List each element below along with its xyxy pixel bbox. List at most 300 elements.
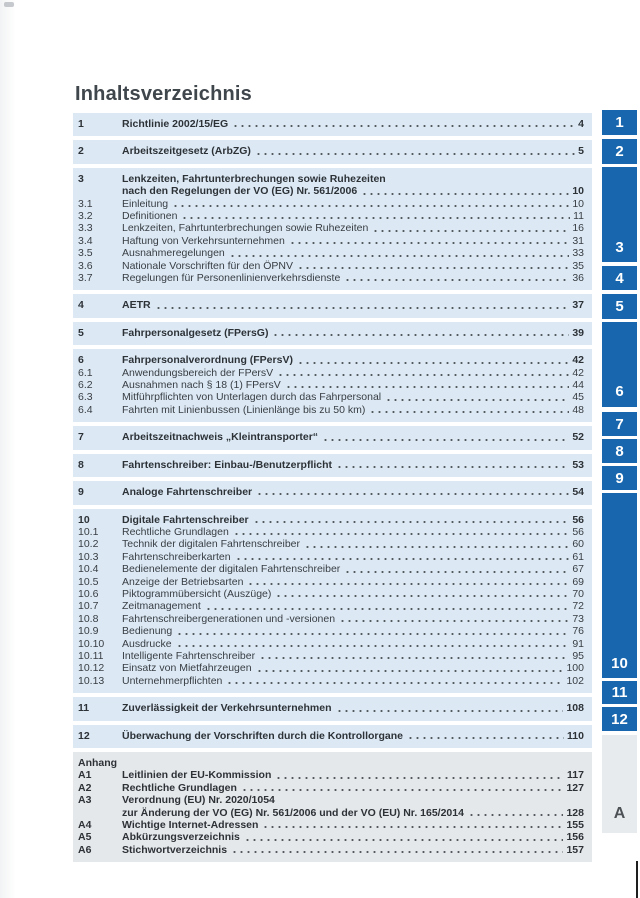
chapter-tab-label: A — [613, 805, 626, 822]
toc-entry-title: Mitführpflichten von Unterlagen durch das Fahrpersonal — [122, 391, 382, 404]
toc-entry-number: 2 — [78, 145, 84, 158]
toc-entry-page: 53 — [572, 458, 584, 471]
toc-entry — [78, 563, 584, 575]
toc-entry-number: A1 — [78, 769, 92, 782]
toc-entry-line — [122, 782, 584, 794]
toc-entry-title: Intelligente Fahrtenschreiber — [122, 649, 256, 662]
toc-entry-page: 60 — [572, 538, 584, 551]
toc-entry-page: 100 — [566, 662, 584, 675]
toc-entry-line — [122, 299, 584, 311]
toc-entry-line — [122, 625, 584, 637]
dot-leader — [275, 594, 569, 598]
toc-entry-lines — [122, 769, 584, 781]
toc-entry-lines — [122, 730, 584, 742]
chapter-tab-4 — [602, 266, 637, 290]
toc-entry — [78, 551, 584, 563]
toc-entry-number: Anhang — [78, 757, 118, 769]
toc-entry-page: 127 — [566, 781, 584, 794]
toc-entry-number: 1 — [78, 118, 84, 130]
toc-block — [73, 113, 592, 136]
chapter-tab-label: 2 — [615, 143, 624, 160]
chapter-tab-label: 8 — [615, 442, 624, 460]
toc-entry-title: Einsatz von Mietfahrzeugen — [122, 662, 252, 675]
toc-entry-lines — [122, 118, 584, 130]
toc-entry-title: Regelungen für Personenlinienverkehrsdienste — [122, 272, 341, 285]
dot-leader — [322, 438, 569, 442]
toc-entry — [78, 769, 584, 781]
toc-entry-number: 10.9 — [78, 625, 99, 638]
toc-entry — [78, 210, 584, 222]
toc-entry-number: 6 — [78, 354, 84, 367]
chapter-tab-label: 7 — [615, 415, 624, 433]
toc-entry-line — [122, 576, 584, 588]
dot-leader — [205, 607, 570, 611]
toc-entry-title: Ausnahmen nach § 18 (1) FPersV — [122, 379, 281, 392]
toc-entry-title: Rechtliche Grundlagen — [122, 781, 237, 794]
toc-entry-line — [122, 260, 584, 272]
toc-entry — [78, 198, 584, 210]
toc-entry-page: 44 — [572, 379, 584, 392]
toc-entry-lines — [122, 782, 584, 794]
toc-entry-lines — [122, 588, 584, 600]
toc-entry-line — [122, 367, 584, 379]
dot-leader — [289, 241, 569, 245]
toc-block — [73, 481, 592, 504]
toc-entry-page: 128 — [566, 806, 584, 819]
toc-entry-number: 10 — [78, 513, 90, 526]
toc-entry-line — [122, 563, 584, 575]
toc-entry-lines — [122, 844, 584, 856]
toc-entry-lines — [122, 526, 584, 538]
toc-entry-number: 3.6 — [78, 259, 93, 272]
chapter-tab-label: 10 — [611, 655, 628, 672]
chapter-tab-9 — [602, 466, 637, 490]
toc-entry — [78, 538, 584, 550]
toc-entry-title: nach den Regelungen der VO (EG) Nr. 561/2006 — [122, 185, 358, 198]
dot-leader — [361, 192, 569, 196]
toc-entry — [78, 222, 584, 234]
dot-leader — [297, 266, 569, 270]
toc-entry-page: 102 — [566, 674, 584, 687]
toc-entry-title: Anwendungsbereich der FPersV — [122, 366, 274, 379]
toc-entry-title: Einleitung — [122, 197, 169, 210]
toc-entry-number: 10.12 — [78, 662, 105, 675]
toc-entry-title: Rechtliche Grundlagen — [122, 525, 229, 538]
toc-entry-page: 56 — [572, 525, 584, 538]
toc-entry-lines — [122, 431, 584, 443]
toc-entry-page: 76 — [572, 625, 584, 638]
toc-block — [73, 349, 592, 422]
dot-leader — [155, 306, 570, 310]
toc-entry-number: 10.4 — [78, 563, 99, 576]
toc-entry-page: 10 — [572, 185, 584, 198]
dot-leader — [176, 644, 570, 648]
toc-entry-title: Fahrtenschreibergenerationen und -versionen — [122, 612, 336, 625]
toc-entry-title: Wichtige Internet-Adressen — [122, 819, 259, 831]
toc-entry-page: 70 — [572, 587, 584, 600]
dot-leader — [172, 204, 569, 208]
toc-entry-page: 155 — [566, 819, 584, 831]
toc-entry-number: 10.8 — [78, 612, 99, 625]
toc-entry-page: 37 — [572, 299, 584, 312]
toc-entry-page: 42 — [572, 354, 584, 367]
toc-entry — [78, 638, 584, 650]
toc-entry-page: 54 — [572, 486, 584, 499]
dot-leader — [339, 619, 569, 623]
toc-entry-lines — [122, 210, 584, 222]
toc-entry-lines — [122, 486, 584, 498]
toc-entry — [78, 173, 584, 198]
toc-entry-line — [122, 354, 584, 366]
toc-entry-number: A6 — [78, 843, 92, 856]
toc-block — [73, 426, 592, 449]
toc-entry — [78, 367, 584, 379]
toc-entry-page: 31 — [572, 234, 584, 247]
toc-entry-lines — [122, 235, 584, 247]
scan-edge-shading — [0, 0, 16, 898]
toc-list — [73, 113, 592, 862]
toc-entry-line — [122, 662, 584, 674]
toc-entry-line — [122, 844, 584, 856]
chapter-tab-label: 9 — [615, 469, 624, 487]
toc-entry-title: Zuverlässigkeit der Verkehrsunternehmen — [122, 702, 332, 715]
toc-entry-lines — [122, 794, 584, 819]
scan-artifact-line — [636, 861, 638, 898]
toc-entry-number: 6.2 — [78, 379, 93, 392]
toc-entry — [78, 702, 584, 714]
toc-entry-line — [122, 145, 584, 157]
toc-entry-number: 10.6 — [78, 587, 99, 600]
toc-entry-number: 10.2 — [78, 538, 99, 551]
toc-entry-page: 117 — [567, 769, 584, 782]
toc-entry-line — [122, 819, 584, 831]
toc-entry-lines — [122, 702, 584, 714]
dot-leader — [407, 736, 564, 740]
dot-leader — [176, 632, 569, 636]
toc-entry-page: 39 — [572, 326, 584, 339]
toc-entry-line — [122, 235, 584, 247]
toc-entry-title: Bedienelemente der digitalen Fahrtenschreiber — [122, 563, 341, 576]
toc-entry-lines — [122, 173, 584, 198]
toc-entry-title: Fahrpersonalverordnung (FPersV) — [122, 354, 293, 367]
dot-leader — [344, 570, 569, 574]
toc-entry-line — [122, 431, 584, 443]
toc-entry-line — [122, 459, 584, 471]
toc-block — [73, 454, 592, 477]
toc-entry-title: Nationale Vorschriften für den ÖPNV — [122, 259, 294, 272]
toc-entry-number: 8 — [78, 458, 84, 471]
toc-entry-lines — [122, 272, 584, 284]
toc-entry-number: 10.10 — [78, 637, 105, 650]
toc-entry-page: 67 — [572, 563, 584, 576]
toc-entry-lines — [122, 551, 584, 563]
toc-entry — [78, 327, 584, 339]
toc-entry-title: Ausdrucke — [122, 637, 172, 650]
toc-entry-number: 3 — [78, 172, 84, 185]
toc-entry-lines — [122, 299, 584, 311]
dot-leader — [253, 520, 570, 524]
toc-entry-title: Zeitmanagement — [122, 600, 201, 613]
toc-entry-line — [122, 379, 584, 391]
toc-block — [73, 697, 592, 720]
chapter-tab-6 — [602, 322, 637, 407]
toc-entry-lines — [122, 650, 584, 662]
dot-leader — [304, 545, 569, 549]
toc-entry — [78, 514, 584, 526]
toc-entry-page: 11 — [573, 210, 584, 222]
toc-entry-number: 10.13 — [78, 674, 105, 687]
toc-entry-line — [122, 794, 584, 806]
toc-entry-title: Piktogrammübersicht (Auszüge) — [122, 587, 272, 600]
toc-entry-lines — [122, 819, 584, 831]
toc-entry-lines — [122, 675, 584, 687]
toc-entry — [78, 782, 584, 794]
chapter-tab-1 — [602, 110, 637, 135]
toc-entry-number: A5 — [78, 831, 92, 844]
toc-entry-lines — [122, 757, 584, 769]
chapter-tab-2 — [602, 139, 637, 164]
toc-block — [73, 725, 592, 748]
toc-entry — [78, 272, 584, 284]
toc-entry-page: 61 — [572, 550, 584, 563]
toc-entry-line — [122, 118, 584, 130]
toc-entry — [78, 391, 584, 403]
toc-entry-line — [122, 210, 584, 222]
toc-entry — [78, 730, 584, 742]
toc-entry-line — [122, 613, 584, 625]
toc-entry-page: 73 — [572, 612, 584, 625]
toc-entry-number: 7 — [78, 431, 84, 444]
toc-entry-lines — [122, 379, 584, 391]
toc-entry-line — [122, 222, 584, 234]
dot-leader — [256, 492, 569, 496]
toc-entry-number: 3.3 — [78, 222, 93, 235]
toc-entry-line — [122, 831, 584, 843]
toc-entry-line — [122, 327, 584, 339]
toc-entry — [78, 600, 584, 612]
toc-entry-title: Fahrtenschreiber: Einbau-/Benutzerpflicht — [122, 458, 333, 471]
dot-leader — [277, 373, 569, 377]
toc-entry-number: A3 — [78, 794, 92, 807]
toc-entry-line — [122, 538, 584, 550]
toc-entry — [78, 235, 584, 247]
toc-entry-lines — [122, 327, 584, 339]
toc-entry-line — [122, 272, 584, 284]
toc-entry-page: 95 — [572, 649, 584, 662]
toc-entry-number: 10.1 — [78, 525, 99, 538]
dot-leader — [244, 838, 564, 842]
dot-leader — [235, 557, 570, 561]
toc-entry-lines — [122, 600, 584, 612]
toc-block — [73, 752, 592, 862]
toc-entry-title: Fahrtenschreiberkarten — [122, 550, 231, 563]
toc-entry-page: 10 — [572, 197, 584, 210]
toc-entry-title: Fahrpersonalgesetz (FPersG) — [122, 326, 269, 339]
toc-entry-lines — [122, 198, 584, 210]
dot-leader — [247, 582, 569, 586]
dot-leader — [231, 850, 563, 854]
toc-entry — [78, 145, 584, 157]
toc-entry-lines — [122, 638, 584, 650]
toc-entry-lines — [122, 662, 584, 674]
dot-leader — [385, 398, 569, 402]
scan-artifact-speck — [4, 2, 14, 7]
toc-entry-line — [122, 675, 584, 687]
toc-entry-number: 11 — [78, 702, 90, 715]
toc-entry — [78, 662, 584, 674]
chapter-tab-7 — [602, 412, 637, 436]
toc-entry-page: 91 — [572, 637, 584, 650]
toc-entry-line — [122, 638, 584, 650]
toc-entry-title: Verordnung (EU) Nr. 2020/1054 — [122, 794, 275, 807]
toc-entry-line — [122, 391, 584, 403]
toc-block — [73, 294, 592, 317]
toc-entry-title: Stichwortverzeichnis — [122, 843, 228, 856]
toc-entry — [78, 354, 584, 366]
dot-leader — [372, 229, 569, 233]
dot-leader — [468, 813, 564, 817]
toc-entry-number: 12 — [78, 729, 90, 742]
toc-entry-title: Anzeige der Betriebsarten — [122, 575, 244, 588]
toc-entry-title: Analoge Fahrtenschreiber — [122, 486, 253, 499]
toc-entry — [78, 675, 584, 687]
dot-leader — [344, 278, 569, 282]
toc-entry-page: 5 — [578, 145, 584, 158]
toc-entry-page: 157 — [566, 843, 584, 856]
toc-entry — [78, 613, 584, 625]
toc-entry-title: Fahrten mit Linienbussen (Linienlänge bis zu 50 km) — [122, 403, 366, 416]
chapter-tab-3 — [602, 167, 637, 262]
toc-entry-number: 6.1 — [78, 366, 93, 379]
toc-entry — [78, 588, 584, 600]
toc-entry-line — [122, 404, 584, 416]
toc-entry-title: Haftung von Verkehrsunternehmen — [122, 234, 285, 247]
chapter-tab-12 — [602, 707, 637, 731]
toc-entry-line — [122, 807, 584, 819]
toc-entry-title: Arbeitszeitgesetz (ArbZG) — [122, 145, 251, 158]
chapter-tab-label: 1 — [615, 114, 624, 131]
toc-entry — [78, 118, 584, 130]
toc-entry — [78, 247, 584, 259]
toc-entry-number: 4 — [78, 299, 84, 312]
toc-entry-lines — [122, 625, 584, 637]
toc-entry-line — [122, 650, 584, 662]
toc-entry-lines — [122, 538, 584, 550]
toc-entry-title: AETR — [122, 299, 151, 312]
toc-entry-lines — [122, 459, 584, 471]
toc-entry-title: Lenkzeiten, Fahrtunterbrechungen sowie Ruhezeiten — [122, 222, 369, 235]
toc-entry — [78, 379, 584, 391]
chapter-tab-5 — [602, 294, 637, 319]
dot-leader — [259, 656, 569, 660]
dot-leader — [272, 333, 569, 337]
chapter-tab-label: 5 — [615, 298, 624, 315]
chapter-tab-label: 6 — [615, 383, 624, 400]
toc-entry-line — [122, 185, 584, 197]
dot-leader — [241, 788, 564, 792]
dot-leader — [256, 669, 564, 673]
toc-entry-line — [122, 526, 584, 538]
toc-entry-number: 10.7 — [78, 600, 99, 613]
toc-entry-line — [122, 173, 584, 185]
toc-entry-title: Ausnahmeregelungen — [122, 247, 225, 260]
dot-leader — [297, 361, 569, 365]
toc-entry-lines — [122, 613, 584, 625]
toc-entry-line — [122, 247, 584, 259]
toc-block — [73, 140, 592, 163]
toc-entry — [78, 431, 584, 443]
toc-entry-title: Unternehmerpflichten — [122, 674, 223, 687]
toc-entry-line — [122, 730, 584, 742]
toc-entry-number: 3.4 — [78, 234, 93, 247]
toc-entry-page: 52 — [572, 431, 584, 444]
dot-leader — [233, 532, 569, 536]
toc-entry — [78, 404, 584, 416]
dot-leader — [285, 385, 570, 389]
toc-entry-number: 3.2 — [78, 210, 93, 222]
dot-leader — [255, 152, 575, 156]
toc-entry-page: 69 — [572, 575, 584, 588]
toc-entry-line — [122, 600, 584, 612]
toc-entry-line — [122, 551, 584, 563]
toc-entry — [78, 576, 584, 588]
toc-entry-title: Arbeitszeitnachweis „Kleintransporter“ — [122, 431, 319, 444]
toc-entry-lines — [122, 260, 584, 272]
toc-entry — [78, 526, 584, 538]
toc-entry-lines — [122, 354, 584, 366]
chapter-tab-10 — [602, 493, 637, 678]
toc-entry-page: 110 — [567, 729, 584, 742]
toc-entry — [78, 650, 584, 662]
toc-entry-page: 156 — [566, 831, 584, 844]
toc-entry-line — [122, 198, 584, 210]
toc-entry-title: Leitlinien der EU-Kommission — [122, 769, 272, 782]
toc-entry — [78, 831, 584, 843]
toc-entry-lines — [122, 563, 584, 575]
toc-entry — [78, 459, 584, 471]
toc-entry-page: 35 — [572, 259, 584, 272]
toc-entry-lines — [122, 404, 584, 416]
toc-entry-title: Richtlinie 2002/15/EG — [122, 118, 229, 130]
dot-leader — [262, 825, 563, 829]
toc-entry-page: 33 — [572, 247, 584, 260]
chapter-tab-11 — [602, 681, 637, 704]
chapter-tab-label: 3 — [615, 239, 624, 256]
toc-entry-lines — [122, 391, 584, 403]
toc-entry-lines — [122, 576, 584, 588]
toc-entry-number: A4 — [78, 819, 92, 831]
toc-entry-number: 10.5 — [78, 575, 99, 588]
toc-block — [73, 168, 592, 291]
toc-entry — [78, 819, 584, 831]
toc-entry-page: 42 — [572, 366, 584, 379]
toc-entry-page: 4 — [578, 118, 584, 130]
toc-entry-page: 48 — [572, 403, 584, 416]
toc-entry-page: 56 — [572, 513, 584, 526]
toc-entry-number: 6.4 — [78, 403, 93, 416]
toc-entry-lines — [122, 145, 584, 157]
toc-entry — [78, 625, 584, 637]
toc-entry-number: 3.5 — [78, 247, 93, 260]
toc-block — [73, 509, 592, 694]
toc-entry-line — [122, 702, 584, 714]
toc-entry-page: 108 — [566, 702, 584, 715]
dot-leader — [336, 709, 564, 713]
toc-entry-number: 10.11 — [78, 649, 104, 662]
chapter-tab-label: 11 — [611, 684, 628, 701]
toc-entry-title: Digitale Fahrtenschreiber — [122, 513, 249, 526]
toc-entry-number: 9 — [78, 486, 84, 499]
